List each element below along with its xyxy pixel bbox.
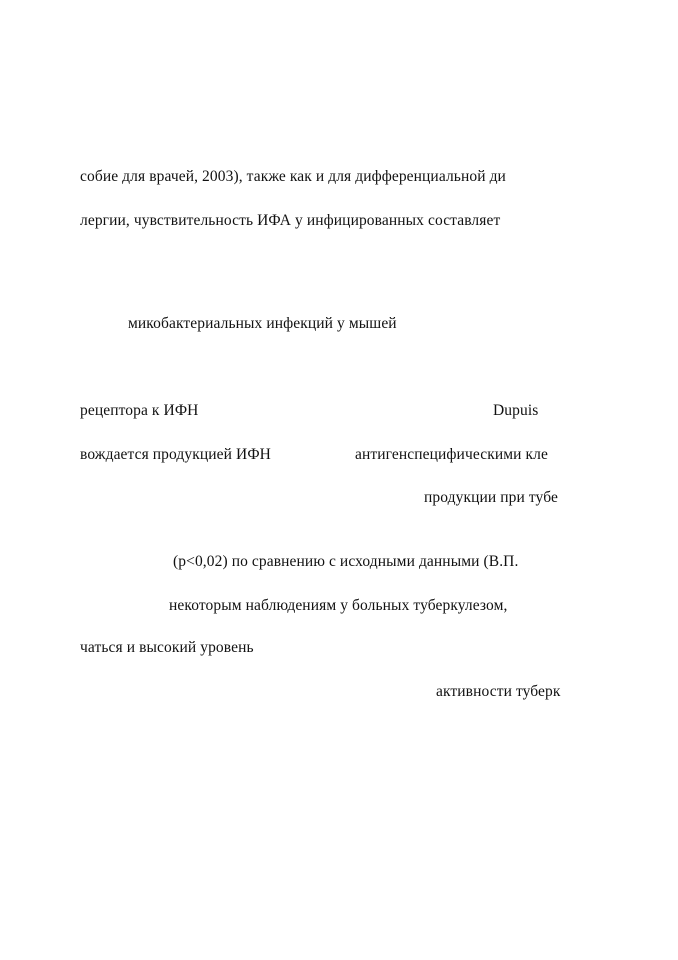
text-line: собие для врачей, 2003), также как и для дифференциальной ди bbox=[80, 168, 506, 185]
text-line: (р<0,02) по сравнению с исходными данными (В.П. bbox=[173, 553, 519, 570]
text-line: микобактериальных инфекций у мышей bbox=[128, 315, 397, 332]
text-line: Dupuis bbox=[493, 402, 539, 419]
text-line: лергии, чувствительность ИФА у инфицированных составляет bbox=[80, 212, 501, 229]
text-line: вождается продукцией ИФН bbox=[80, 446, 271, 463]
text-line: чаться и высокий уровень bbox=[80, 639, 254, 656]
text-line: антигенспецифическими кле bbox=[355, 446, 548, 463]
text-line: продукции при тубе bbox=[424, 489, 558, 506]
text-line: активности туберк bbox=[436, 683, 561, 700]
text-line: некоторым наблюдениям у больных туберкулезом, bbox=[169, 597, 508, 614]
text-line: рецептора к ИФН bbox=[80, 402, 199, 419]
